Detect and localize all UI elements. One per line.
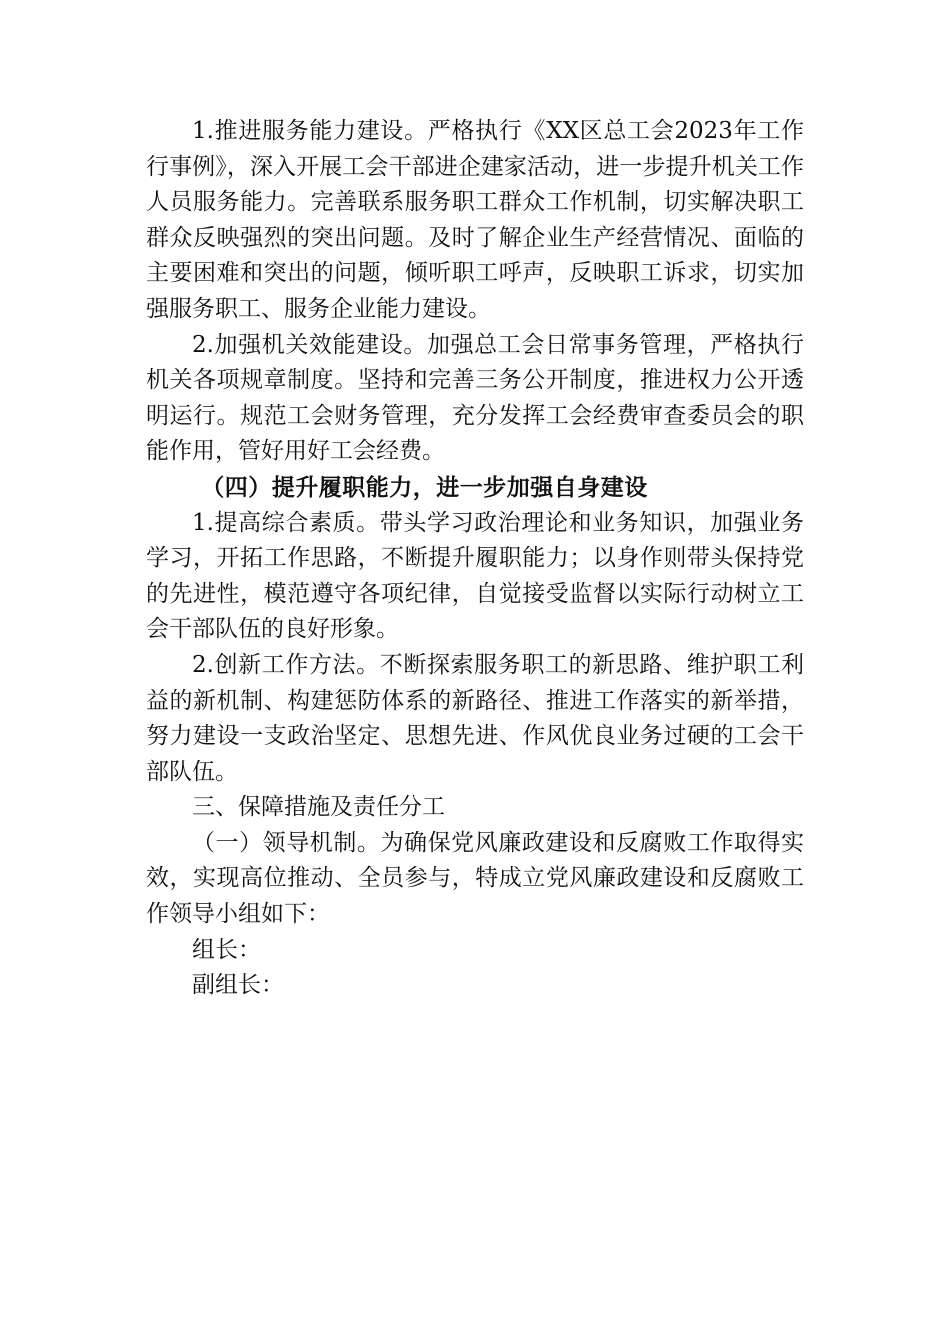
document-body (146, 114, 804, 1004)
paragraph-comprehensive-quality: 1.提高综合素质。带头学习政治理论和业务知识，加强业务学习，开拓工作思路，不断提升履职能力；以身作则带头保持党的先进性，模范遵守各项纪律，自觉接受监督以实际行动树立工会干部队伍的良好形象。 (146, 509, 804, 643)
paragraph-leadership-mechanism: （一）领导机制。为确保党风廉政建设和反腐败工作取得实效，实现高位推动、全员参与，特成立党风廉政建设和反腐败工作领导小组如下： (146, 829, 804, 928)
paragraph-office-efficiency: 2.加强机关效能建设。加强总工会日常事务管理，严格执行机关各项规章制度。坚持和完善三务公开制度，推进权力公开透明运行。规范工会财务管理，充分发挥工会经费审查委员会的职能作用，管好用好工会经费。 (146, 331, 804, 465)
section-heading-three: 三、保障措施及责任分工 (192, 794, 445, 821)
section-heading-four: （四）提升履职能力，进一步加强自身建设 (201, 473, 648, 501)
paragraph-innovation-methods: 2.创新工作方法。不断探索服务职工的新思路、维护职工利益的新机制、构建惩防体系的新路径、推进工作落实的新举措，努力建设一支政治坚定、思想先进、作风优良业务过硬的工会干部队伍。 (146, 651, 804, 785)
deputy-group-leader-line: 副组长： (192, 972, 284, 999)
paragraph-service-capacity: 1.推进服务能力建设。严格执行《XX区总工会2023年工作行事例》，深入开展工会干部进企建家活动，进一步提升机关工作人员服务能力。完善联系服务职工群众工作机制，切实解决职工群众反映强烈的突出问题。及时了解企业生产经营情况、面临的主要困难和突出的问题，倾听职工呼声，反映职工诉求，切实加强服务职工、服务企业能力建设。 (146, 118, 804, 322)
group-leader-line: 组长： (192, 936, 261, 963)
